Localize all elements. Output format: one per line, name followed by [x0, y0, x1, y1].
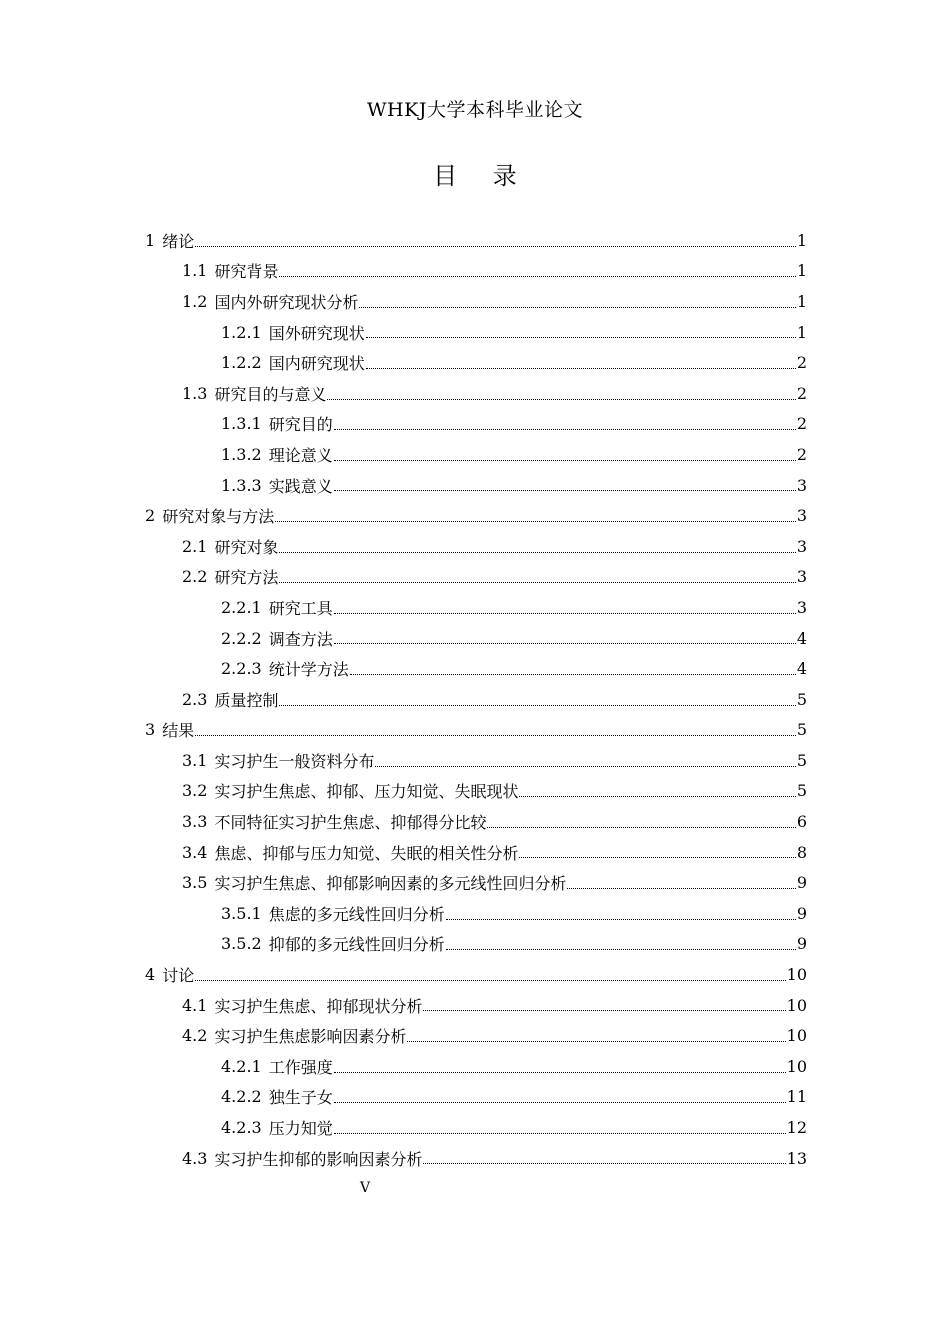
toc-entry[interactable] — [145, 256, 807, 287]
toc-entry-title: 研究目的与意义 — [214, 384, 327, 404]
toc-entry[interactable] — [145, 1082, 807, 1113]
toc-entry-number: 2.2.1 — [221, 597, 262, 617]
toc-entry[interactable] — [145, 715, 807, 746]
toc-dot-leader — [350, 674, 796, 675]
toc-entry-page: 9 — [796, 903, 807, 923]
toc-entry-number: 2.2.3 — [221, 659, 262, 679]
toc-dot-leader — [359, 307, 795, 308]
toc-entry-title: 国内外研究现状分析 — [214, 292, 359, 312]
toc-entry[interactable] — [145, 898, 807, 929]
toc-entry-title: 实践意义 — [268, 476, 333, 496]
toc-entry-title: 研究对象 — [214, 537, 279, 557]
toc-entry-number: 1.3 — [182, 383, 208, 403]
toc-entry[interactable] — [145, 470, 807, 501]
toc-entry-number: 1.1 — [182, 261, 208, 281]
toc-entry[interactable] — [145, 286, 807, 317]
toc-entry[interactable] — [145, 378, 807, 409]
toc-entry-title: 实习护生焦虑、抑郁影响因素的多元线性回归分析 — [214, 874, 567, 894]
toc-entry-number: 1.3.3 — [221, 475, 262, 495]
toc-entry-page: 4 — [796, 659, 807, 679]
toc-entry-page: 3 — [796, 597, 807, 617]
toc-entry[interactable] — [145, 562, 807, 593]
toc-dot-leader — [334, 1102, 786, 1103]
toc-entry-page: 6 — [796, 812, 807, 832]
toc-entry-title: 研究方法 — [214, 568, 279, 588]
document-header: WHKJ大学本科毕业论文 — [367, 99, 583, 121]
table-of-contents — [145, 225, 807, 1173]
toc-entry-title: 实习护生焦虑、抑郁、压力知觉、失眠现状 — [214, 782, 519, 802]
toc-entry-number: 3.5.2 — [221, 934, 262, 954]
toc-entry[interactable] — [145, 1143, 807, 1174]
toc-entry-page: 10 — [786, 965, 807, 985]
toc-dot-leader — [334, 1072, 786, 1073]
toc-entry-number: 1.2.1 — [221, 322, 262, 342]
toc-entry-number: 4.2.1 — [221, 1056, 262, 1076]
toc-dot-leader — [279, 276, 795, 277]
page-number: V — [359, 1180, 371, 1196]
toc-entry-number: 1.2 — [182, 291, 208, 311]
toc-entry-page: 1 — [796, 322, 807, 342]
toc-dot-leader — [334, 613, 796, 614]
toc-entry-number: 3.1 — [182, 750, 208, 770]
toc-entry-page: 1 — [796, 230, 807, 250]
toc-entry-page: 13 — [786, 1148, 807, 1168]
toc-entry-page: 10 — [786, 995, 807, 1015]
toc-entry-number: 3.5.1 — [221, 903, 262, 923]
toc-entry[interactable] — [145, 867, 807, 898]
toc-entry-number: 4.3 — [182, 1148, 208, 1168]
toc-dot-leader — [195, 980, 785, 981]
toc-entry-title: 不同特征实习护生焦虑、抑郁得分比较 — [214, 813, 487, 833]
toc-dot-leader — [334, 460, 796, 461]
toc-entry[interactable] — [145, 929, 807, 960]
toc-entry-title: 结果 — [162, 721, 195, 741]
toc-dot-leader — [423, 1010, 785, 1011]
toc-entry[interactable] — [145, 623, 807, 654]
toc-entry-page: 2 — [796, 383, 807, 403]
toc-entry[interactable] — [145, 500, 807, 531]
toc-dot-leader — [334, 490, 796, 491]
toc-dot-leader — [446, 949, 796, 950]
toc-dot-leader — [487, 827, 795, 828]
page-title: 目 录 — [433, 162, 531, 190]
toc-entry-title: 实习护生焦虑、抑郁现状分析 — [214, 996, 423, 1016]
toc-entry-page: 9 — [796, 934, 807, 954]
toc-dot-leader — [334, 1133, 786, 1134]
toc-entry[interactable] — [145, 806, 807, 837]
toc-entry-title: 绪论 — [162, 231, 195, 251]
toc-entry-number: 3 — [145, 720, 156, 740]
toc-entry-title: 实习护生一般资料分布 — [214, 751, 375, 771]
toc-entry[interactable] — [145, 531, 807, 562]
toc-entry-page: 2 — [796, 414, 807, 434]
toc-dot-leader — [279, 552, 795, 553]
toc-entry-number: 4.2 — [182, 1026, 208, 1046]
toc-dot-leader — [195, 735, 796, 736]
toc-entry[interactable] — [145, 684, 807, 715]
toc-entry-page: 3 — [796, 475, 807, 495]
toc-entry[interactable] — [145, 592, 807, 623]
toc-entry-title: 焦虑的多元线性回归分析 — [268, 904, 445, 924]
toc-entry-title: 研究背景 — [214, 262, 279, 282]
toc-entry[interactable] — [145, 1020, 807, 1051]
toc-entry-number: 2.3 — [182, 689, 208, 709]
toc-entry-number: 3.2 — [182, 781, 208, 801]
toc-entry-number: 1.3.1 — [221, 414, 262, 434]
toc-entry[interactable] — [145, 409, 807, 440]
toc-entry-page: 1 — [796, 291, 807, 311]
toc-entry-page: 10 — [786, 1056, 807, 1076]
toc-entry-page: 3 — [796, 567, 807, 587]
toc-dot-leader — [279, 705, 795, 706]
toc-dot-leader — [195, 246, 796, 247]
toc-entry-title: 国外研究现状 — [268, 323, 365, 343]
toc-dot-leader — [334, 429, 796, 430]
toc-entry[interactable] — [145, 653, 807, 684]
toc-entry-title: 压力知觉 — [268, 1119, 333, 1139]
toc-entry-title: 研究工具 — [268, 598, 333, 618]
toc-entry-page: 2 — [796, 444, 807, 464]
toc-entry-page: 5 — [796, 781, 807, 801]
toc-entry-title: 抑郁的多元线性回归分析 — [268, 935, 445, 955]
toc-entry-title: 研究目的 — [268, 415, 333, 435]
toc-entry[interactable] — [145, 225, 807, 256]
toc-dot-leader — [366, 368, 796, 369]
toc-entry-number: 2.1 — [182, 536, 208, 556]
toc-entry[interactable] — [145, 1051, 807, 1082]
toc-entry-title: 独生子女 — [268, 1088, 333, 1108]
toc-entry-title: 工作强度 — [268, 1057, 333, 1077]
toc-entry-page: 9 — [796, 873, 807, 893]
toc-dot-leader — [446, 919, 796, 920]
toc-entry-number: 2 — [145, 506, 156, 526]
toc-entry-number: 2.2 — [182, 567, 208, 587]
toc-entry-number: 1.2.2 — [221, 353, 262, 373]
toc-entry-number: 4.2.2 — [221, 1087, 262, 1107]
toc-dot-leader — [334, 643, 796, 644]
toc-entry-number: 3.5 — [182, 873, 208, 893]
toc-entry[interactable] — [145, 1112, 807, 1143]
toc-entry-title: 讨论 — [162, 966, 195, 986]
toc-entry-page: 5 — [796, 689, 807, 709]
toc-entry-page: 2 — [796, 353, 807, 373]
toc-dot-leader — [375, 766, 795, 767]
toc-dot-leader — [519, 857, 795, 858]
toc-dot-leader — [423, 1163, 785, 1164]
toc-entry-number: 4 — [145, 965, 156, 985]
toc-entry-number: 4.2.3 — [221, 1118, 262, 1138]
toc-entry-title: 理论意义 — [268, 445, 333, 465]
toc-entry-page: 3 — [796, 506, 807, 526]
toc-entry[interactable] — [145, 317, 807, 348]
toc-dot-leader — [275, 521, 796, 522]
toc-entry[interactable] — [145, 347, 807, 378]
toc-entry-number: 1 — [145, 230, 156, 250]
toc-entry-title: 焦虑、抑郁与压力知觉、失眠的相关性分析 — [214, 843, 519, 863]
toc-dot-leader — [327, 399, 795, 400]
toc-dot-leader — [279, 582, 795, 583]
toc-entry[interactable] — [145, 837, 807, 868]
toc-entry-title: 调查方法 — [268, 629, 333, 649]
toc-entry[interactable] — [145, 439, 807, 470]
toc-entry-page: 5 — [796, 750, 807, 770]
toc-entry-number: 2.2.2 — [221, 628, 262, 648]
toc-entry-number: 4.1 — [182, 995, 208, 1015]
toc-entry-page: 1 — [796, 261, 807, 281]
toc-dot-leader — [407, 1041, 785, 1042]
toc-dot-leader — [567, 888, 795, 889]
toc-entry-title: 统计学方法 — [268, 660, 349, 680]
toc-entry-number: 1.3.2 — [221, 444, 262, 464]
toc-entry-page: 11 — [786, 1087, 807, 1107]
toc-entry[interactable] — [145, 745, 807, 776]
toc-dot-leader — [366, 337, 796, 338]
toc-dot-leader — [519, 796, 795, 797]
toc-entry-page: 10 — [786, 1026, 807, 1046]
toc-entry-page: 5 — [796, 720, 807, 740]
toc-entry-page: 3 — [796, 536, 807, 556]
toc-entry-number: 3.4 — [182, 842, 208, 862]
toc-entry-title: 质量控制 — [214, 690, 279, 710]
toc-entry-page: 8 — [796, 842, 807, 862]
toc-entry-number: 3.3 — [182, 812, 208, 832]
toc-entry-title: 实习护生抑郁的影响因素分析 — [214, 1149, 423, 1169]
toc-entry[interactable] — [145, 959, 807, 990]
toc-entry-title: 国内研究现状 — [268, 354, 365, 374]
toc-entry-page: 12 — [786, 1118, 807, 1138]
toc-entry-title: 研究对象与方法 — [162, 507, 275, 527]
toc-entry-title: 实习护生焦虑影响因素分析 — [214, 1027, 407, 1047]
toc-entry[interactable] — [145, 990, 807, 1021]
toc-entry[interactable] — [145, 776, 807, 807]
toc-entry-page: 4 — [796, 628, 807, 648]
